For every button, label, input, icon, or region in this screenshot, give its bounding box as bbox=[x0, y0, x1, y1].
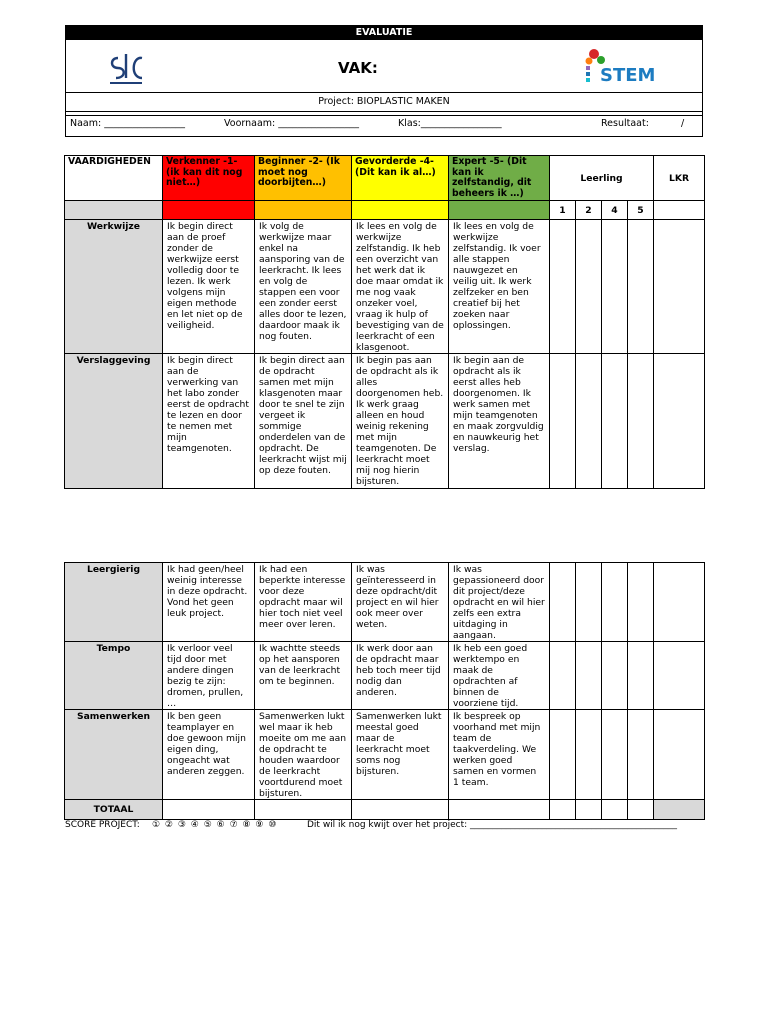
skill-label: Werkwijze bbox=[65, 220, 163, 354]
score-2-header: 2 bbox=[576, 201, 602, 220]
score-cell-1[interactable] bbox=[550, 642, 576, 710]
stem-logo-text: STEM bbox=[600, 65, 656, 86]
rubric-table-bottom bbox=[64, 562, 705, 820]
totaal-lkr-cell bbox=[654, 800, 705, 820]
level4-desc: Ik was geïnteresseerd in deze opdracht/dit project en wil hier ook meer over weten. bbox=[352, 563, 449, 642]
voornaam-field[interactable]: Voornaam: _________________ bbox=[224, 118, 360, 129]
project-row bbox=[66, 92, 702, 112]
skill-label: Samenwerken bbox=[65, 710, 163, 800]
resultaat-label: Resultaat: bbox=[601, 118, 649, 129]
level2-header: Beginner -2- (Ik moet nog doorbijten…) bbox=[255, 156, 352, 201]
score-cell-4[interactable] bbox=[602, 642, 628, 710]
lkr-cell[interactable] bbox=[654, 220, 705, 354]
level2-desc: Ik wachtte steeds op het aansporen van de leerkracht om te beginnen. bbox=[255, 642, 352, 710]
level5-desc: Ik heb een goed werktempo en maak de opdrachten af binnen de voorziene tijd. bbox=[449, 642, 550, 710]
totaal-cell bbox=[255, 800, 352, 820]
score-cell-5[interactable] bbox=[628, 642, 654, 710]
totaal-score-cell[interactable] bbox=[602, 800, 628, 820]
skill-label: Leergierig bbox=[65, 563, 163, 642]
vak-label: VAK: bbox=[338, 59, 378, 77]
score-cell-2[interactable] bbox=[576, 220, 602, 354]
level4-desc: Ik begin pas aan de opdracht als ik alles doorgenomen heb. Ik werk graag alleen en houd weinig rekening met mijn teamgenoten. De leerkracht moet mij nog hierin bijsturen. bbox=[352, 354, 449, 489]
level4-desc: Samenwerken lukt meestal goed maar de leerkracht moet soms nog bijsturen. bbox=[352, 710, 449, 800]
comment-line[interactable]: Dit wil ik nog kwijt over het project: ______________________________________________ bbox=[307, 820, 678, 830]
header-row bbox=[65, 156, 705, 201]
score-cell-2[interactable] bbox=[576, 563, 602, 642]
resultaat-slash[interactable]: / bbox=[681, 118, 685, 129]
score-cell-5[interactable] bbox=[628, 354, 654, 489]
score-4-header: 4 bbox=[602, 201, 628, 220]
totaal-label: TOTAAL bbox=[65, 800, 163, 820]
score-cell-4[interactable] bbox=[602, 710, 628, 800]
score-cell-4[interactable] bbox=[602, 220, 628, 354]
lkr-cell[interactable] bbox=[654, 710, 705, 800]
totaal-score-cell[interactable] bbox=[576, 800, 602, 820]
level5-desc: Ik was gepassioneerd door dit project/deze opdracht en wil hier zelfs een extra uitdaging in aangaan. bbox=[449, 563, 550, 642]
lkr-subheader bbox=[654, 201, 705, 220]
totaal-cell bbox=[163, 800, 255, 820]
table-row bbox=[65, 220, 705, 354]
totaal-cell bbox=[352, 800, 449, 820]
level4-color-cell bbox=[352, 201, 449, 220]
naam-field[interactable]: Naam: _________________ bbox=[70, 118, 185, 129]
score-circles[interactable]: ① ② ③ ④ ⑤ ⑥ ⑦ ⑧ ⑨ ⑩ bbox=[152, 820, 278, 830]
klas-field[interactable]: Klas:_________________ bbox=[398, 118, 502, 129]
totaal-score-cell[interactable] bbox=[550, 800, 576, 820]
score-header-row bbox=[65, 201, 705, 220]
level2-desc: Samenwerken lukt wel maar ik heb moeite om me aan de opdracht te houden waardoor de leerkracht voortdurend moet bijsturen. bbox=[255, 710, 352, 800]
totaal-row bbox=[65, 800, 705, 820]
table-row bbox=[65, 354, 705, 489]
level1-desc: Ik had geen/heel weinig interesse in deze opdracht. Vond het geen leuk project. bbox=[163, 563, 255, 642]
score-5-header: 5 bbox=[628, 201, 654, 220]
level4-desc: Ik werk door aan de opdracht maar heb toch meer tijd nodig dan anderen. bbox=[352, 642, 449, 710]
lkr-cell[interactable] bbox=[654, 354, 705, 489]
level5-header: Expert -5- (Dit kan ik zelfstandig, dit beheers ik …) bbox=[449, 156, 550, 201]
score-project-label: SCORE PROJECT: bbox=[65, 820, 140, 830]
level1-header: Verkenner -1- (ik kan dit nog niet…) bbox=[163, 156, 255, 201]
level1-desc: Ik verloor veel tijd door met andere dingen bezig te zijn: dromen, prullen, … bbox=[163, 642, 255, 710]
project-name: Project: BIOPLASTIC MAKEN bbox=[318, 96, 450, 107]
skills-header: VAARDIGHEDEN bbox=[65, 156, 163, 201]
level4-desc: Ik lees en volg de werkwijze zelfstandig. Ik heb een overzicht van het werk dat ik doe maar omdat ik me nog vaak onzeker voel, vraag ik hulp of bevestiging van de leerkracht of een klasgenoot. bbox=[352, 220, 449, 354]
score-cell-1[interactable] bbox=[550, 710, 576, 800]
score-cell-5[interactable] bbox=[628, 220, 654, 354]
rubric-table-top bbox=[64, 155, 705, 489]
level1-desc: Ik ben geen teamplayer en doe gewoon mijn eigen ding, ongeacht wat anderen zeggen. bbox=[163, 710, 255, 800]
slc-logo bbox=[106, 50, 146, 90]
level2-desc: Ik begin direct aan de opdracht samen met mijn klasgenoten maar door te snel te zijn vergeet ik sommige onderdelen van de opdracht. De leerkracht wijst mij op deze fouten. bbox=[255, 354, 352, 489]
lkr-cell[interactable] bbox=[654, 563, 705, 642]
score-cell-2[interactable] bbox=[576, 642, 602, 710]
lkr-header: LKR bbox=[654, 156, 705, 201]
level1-desc: Ik begin direct aan de verwerking van het labo zonder eerst de opdracht te lezen en door te nemen met mijn teamgenoten. bbox=[163, 354, 255, 489]
table-row bbox=[65, 710, 705, 800]
student-info-row bbox=[66, 112, 702, 136]
totaal-cell bbox=[449, 800, 550, 820]
level5-color-cell bbox=[449, 201, 550, 220]
score-cell-5[interactable] bbox=[628, 710, 654, 800]
page-title: EVALUATIE bbox=[355, 27, 413, 38]
totaal-score-cell[interactable] bbox=[628, 800, 654, 820]
level1-desc: Ik begin direct aan de proef zonder de werkwijze eerst volledig door te lezen. Ik werk volgens mijn eigen methode en let niet op de veiligheid. bbox=[163, 220, 255, 354]
level2-color-cell bbox=[255, 201, 352, 220]
score-cell-2[interactable] bbox=[576, 710, 602, 800]
table-row bbox=[65, 563, 705, 642]
level2-desc: Ik had een beperkte interesse voor deze opdracht maar wil hier toch niet veel meer over leren. bbox=[255, 563, 352, 642]
title-bar bbox=[66, 26, 702, 40]
score-cell-4[interactable] bbox=[602, 354, 628, 489]
level5-desc: Ik bespreek op voorhand met mijn team de taakverdeling. We werken goed samen en vormen 1 team. bbox=[449, 710, 550, 800]
evaluation-header bbox=[65, 25, 703, 137]
skills-subheader bbox=[65, 201, 163, 220]
score-1-header: 1 bbox=[550, 201, 576, 220]
stem-logo bbox=[584, 48, 664, 92]
level5-desc: Ik begin aan de opdracht als ik eerst alles heb doorgenomen. Ik werk samen met mijn teamgenoten en maak zorgvuldig en nauwkeurig het verslag. bbox=[449, 354, 550, 489]
level4-header: Gevorderde -4- (Dit kan ik al…) bbox=[352, 156, 449, 201]
skill-label: Verslaggeving bbox=[65, 354, 163, 489]
score-cell-1[interactable] bbox=[550, 220, 576, 354]
score-cell-1[interactable] bbox=[550, 354, 576, 489]
level2-desc: Ik volg de werkwijze maar enkel na aansporing van de leerkracht. Ik lees en volg de stappen een voor een zonder eerst alles door te lezen, daardoor maak ik nog fouten. bbox=[255, 220, 352, 354]
skill-label: Tempo bbox=[65, 642, 163, 710]
level5-desc: Ik lees en volg de werkwijze zelfstandig. Ik voer alle stappen nauwgezet en veilig uit. Ik werk zelfzeker en ben creatief bij het zoeken naar oplossingen. bbox=[449, 220, 550, 354]
score-cell-4[interactable] bbox=[602, 563, 628, 642]
score-cell-2[interactable] bbox=[576, 354, 602, 489]
score-cell-1[interactable] bbox=[550, 563, 576, 642]
table-row bbox=[65, 642, 705, 710]
score-cell-5[interactable] bbox=[628, 563, 654, 642]
lkr-cell[interactable] bbox=[654, 642, 705, 710]
leerling-header: Leerling bbox=[550, 156, 654, 201]
level1-color-cell bbox=[163, 201, 255, 220]
